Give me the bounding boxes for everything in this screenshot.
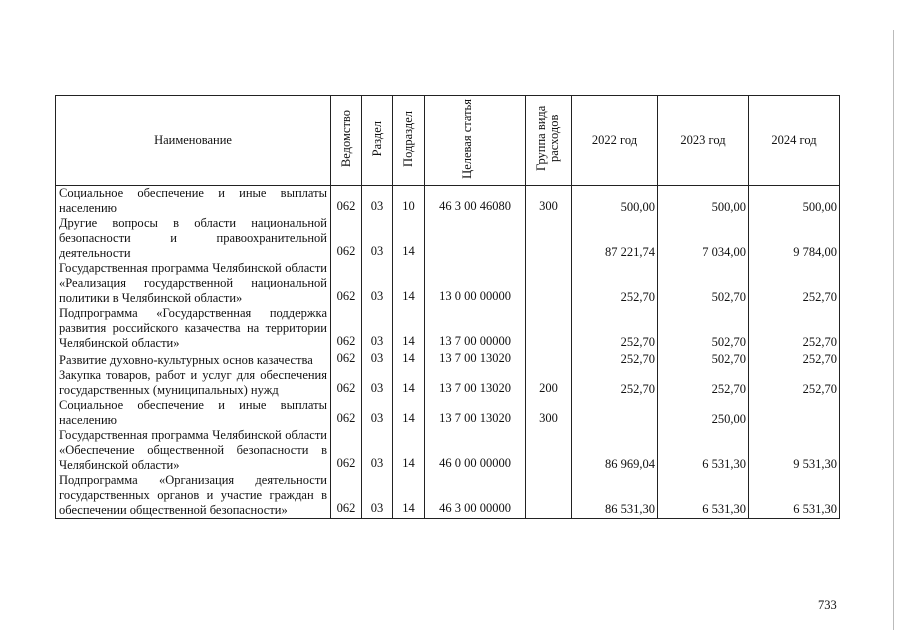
- scan-edge-line: [893, 30, 894, 630]
- table-row: [56, 473, 840, 519]
- table-header-row: [56, 96, 840, 186]
- row-2022: [572, 398, 658, 428]
- row-name: Государственная программа Челябинской области «Реализация государственной национальной политики в Челябинской области»: [56, 261, 331, 306]
- header-subsection: Подраздел: [393, 96, 425, 186]
- row-target: 46 3 00 46080: [425, 186, 526, 217]
- row-target: 46 3 00 00000: [425, 473, 526, 519]
- row-section: 03: [362, 351, 393, 368]
- row-2024: 9 784,00: [749, 216, 840, 261]
- row-subsection: 14: [393, 368, 425, 398]
- header-name: Наименование: [56, 96, 331, 186]
- header-expense-group: Группа вида расходов: [526, 96, 572, 186]
- row-section: 03: [362, 368, 393, 398]
- row-name: Государственная программа Челябинской области «Обеспечение общественной безопасности в Челябинской области»: [56, 428, 331, 473]
- header-2022: 2022 год: [572, 96, 658, 186]
- row-target: 13 7 00 13020: [425, 351, 526, 368]
- row-name: Подпрограмма «Организация деятельности государственных органов и участие граждан в обеспечении общественной безопасности»: [56, 473, 331, 519]
- row-2023: 502,70: [658, 261, 749, 306]
- row-subsection: 14: [393, 398, 425, 428]
- table-row: [56, 368, 840, 398]
- row-2022: 252,70: [572, 306, 658, 351]
- row-2024: 500,00: [749, 186, 840, 217]
- row-2023: 502,70: [658, 351, 749, 368]
- row-2023: 250,00: [658, 398, 749, 428]
- row-expense-group: 300: [526, 398, 572, 428]
- row-section: 03: [362, 398, 393, 428]
- row-name: Подпрограмма «Государственная поддержка развития российского казачества на территории Челябинской области»: [56, 306, 331, 351]
- row-section: 03: [362, 216, 393, 261]
- row-expense-group: [526, 473, 572, 519]
- row-2023: 500,00: [658, 186, 749, 217]
- row-2024: 252,70: [749, 368, 840, 398]
- row-subsection: 14: [393, 473, 425, 519]
- row-department: 062: [331, 368, 362, 398]
- row-department: 062: [331, 216, 362, 261]
- row-section: 03: [362, 428, 393, 473]
- row-target: 13 7 00 00000: [425, 306, 526, 351]
- header-target: Целевая статья: [425, 96, 526, 186]
- row-subsection: 14: [393, 306, 425, 351]
- row-2022: 86 969,04: [572, 428, 658, 473]
- header-section: Раздел: [362, 96, 393, 186]
- row-expense-group: [526, 428, 572, 473]
- row-2024: 6 531,30: [749, 473, 840, 519]
- row-2022: 500,00: [572, 186, 658, 217]
- row-name: Развитие духовно-культурных основ казачества: [56, 351, 331, 368]
- row-subsection: 10: [393, 186, 425, 217]
- row-department: 062: [331, 306, 362, 351]
- row-2022: 252,70: [572, 351, 658, 368]
- table-row: [56, 428, 840, 473]
- row-target: 13 7 00 13020: [425, 368, 526, 398]
- row-name: Другие вопросы в области национальной безопасности и правоохранительной деятельности: [56, 216, 331, 261]
- row-expense-group: [526, 306, 572, 351]
- row-subsection: 14: [393, 216, 425, 261]
- row-2022: 86 531,30: [572, 473, 658, 519]
- table-row: [56, 186, 840, 217]
- row-department: 062: [331, 428, 362, 473]
- row-section: 03: [362, 186, 393, 217]
- header-2023: 2023 год: [658, 96, 749, 186]
- row-2023: 7 034,00: [658, 216, 749, 261]
- row-expense-group: 300: [526, 186, 572, 217]
- row-section: 03: [362, 473, 393, 519]
- table-row: [56, 351, 840, 368]
- row-expense-group: [526, 261, 572, 306]
- row-target: [425, 216, 526, 261]
- row-name: Социальное обеспечение и иные выплаты населению: [56, 398, 331, 428]
- row-2024: 252,70: [749, 351, 840, 368]
- row-2024: 9 531,30: [749, 428, 840, 473]
- table-row: [56, 398, 840, 428]
- row-2022: 87 221,74: [572, 216, 658, 261]
- row-department: 062: [331, 186, 362, 217]
- budget-table: [55, 95, 840, 519]
- row-2022: 252,70: [572, 368, 658, 398]
- row-2024: [749, 398, 840, 428]
- row-department: 062: [331, 398, 362, 428]
- page-number: 733: [818, 598, 837, 612]
- row-2023: 252,70: [658, 368, 749, 398]
- table-row: [56, 216, 840, 261]
- row-2024: 252,70: [749, 261, 840, 306]
- row-expense-group: [526, 216, 572, 261]
- row-target: 13 0 00 00000: [425, 261, 526, 306]
- row-section: 03: [362, 261, 393, 306]
- row-2023: 502,70: [658, 306, 749, 351]
- row-expense-group: [526, 351, 572, 368]
- row-subsection: 14: [393, 428, 425, 473]
- row-target: 46 0 00 00000: [425, 428, 526, 473]
- header-department: Ведомство: [331, 96, 362, 186]
- header-2024: 2024 год: [749, 96, 840, 186]
- row-target: 13 7 00 13020: [425, 398, 526, 428]
- row-2023: 6 531,30: [658, 473, 749, 519]
- row-section: 03: [362, 306, 393, 351]
- row-2023: 6 531,30: [658, 428, 749, 473]
- row-department: 062: [331, 261, 362, 306]
- row-2022: 252,70: [572, 261, 658, 306]
- row-name: Закупка товаров, работ и услуг для обеспечения государственных (муниципальных) нужд: [56, 368, 331, 398]
- row-name: Социальное обеспечение и иные выплаты населению: [56, 186, 331, 217]
- row-department: 062: [331, 473, 362, 519]
- table-row: [56, 306, 840, 351]
- row-department: 062: [331, 351, 362, 368]
- row-2024: 252,70: [749, 306, 840, 351]
- row-expense-group: 200: [526, 368, 572, 398]
- row-subsection: 14: [393, 351, 425, 368]
- table-row: [56, 261, 840, 306]
- row-subsection: 14: [393, 261, 425, 306]
